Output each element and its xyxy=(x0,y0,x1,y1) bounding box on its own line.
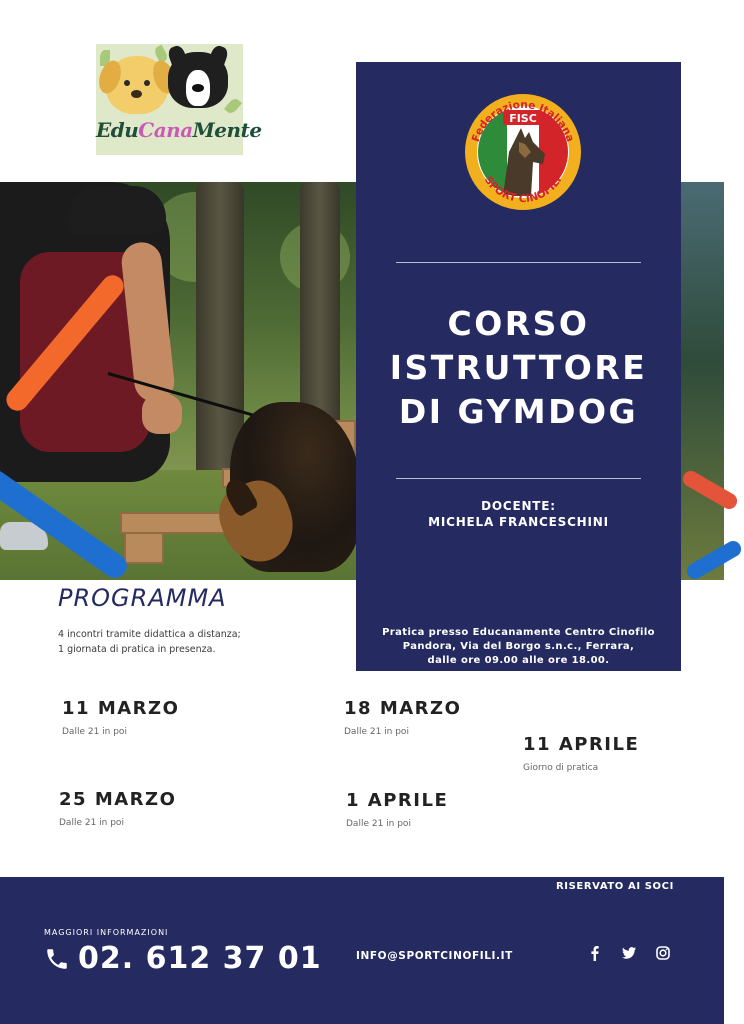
program-date-item xyxy=(59,789,176,828)
phone-number-text: 02. 612 37 01 xyxy=(78,941,322,976)
program-desc-line: 1 giornata di pratica in presenza. xyxy=(58,644,216,655)
practice-line: Pandora, Via del Borgo s.n.c., Ferrara, xyxy=(402,641,635,652)
date-label: 11 APRILE xyxy=(523,734,640,755)
course-title-line: CORSO xyxy=(447,304,590,343)
program-description xyxy=(58,627,241,657)
more-info-label: MAGGIORI INFORMAZIONI xyxy=(44,928,169,937)
badge-bottom-text: SPORT CINOFILI xyxy=(481,174,565,206)
fisc-badge xyxy=(463,92,583,212)
badge-top-text: Federazione Italiana xyxy=(469,98,577,144)
course-title xyxy=(356,302,681,434)
phone-number[interactable] xyxy=(44,941,322,976)
border-collie-illustration xyxy=(168,52,228,108)
divider xyxy=(396,262,641,263)
fisc-abbreviation: FISC xyxy=(509,112,537,125)
logo-wordmark: EduCanaMente xyxy=(96,118,262,142)
practice-location xyxy=(356,626,681,668)
course-info-panel xyxy=(356,62,681,671)
educanamente-logo xyxy=(96,44,262,155)
date-label: 18 MARZO xyxy=(344,698,462,719)
facebook-icon[interactable] xyxy=(586,944,604,962)
reserved-members-label: RISERVATO AI SOCI xyxy=(556,881,674,892)
date-label: 25 MARZO xyxy=(59,789,177,810)
program-desc-line: 4 incontri tramite didattica a distanza; xyxy=(58,629,241,640)
teacher-label: DOCENTE: xyxy=(481,499,556,513)
course-title-line: DI GYMDOG xyxy=(398,392,639,431)
phone-icon xyxy=(44,946,70,972)
practice-line: dalle ore 09.00 alle ore 18.00. xyxy=(427,655,610,666)
date-label: 1 APRILE xyxy=(346,790,449,811)
twitter-icon[interactable] xyxy=(620,944,638,962)
date-note: Dalle 21 in poi xyxy=(62,727,127,737)
teacher-info xyxy=(356,498,681,530)
leaf-decoration xyxy=(224,97,242,116)
program-date-item xyxy=(346,790,448,829)
golden-dog-illustration xyxy=(106,56,168,114)
teacher-name: MICHELA FRANCESCHINI xyxy=(428,515,609,529)
email-link[interactable]: INFO@SPORTCINOFILI.IT xyxy=(356,950,513,962)
instagram-icon[interactable] xyxy=(654,944,672,962)
date-note: Giorno di pratica xyxy=(523,763,599,773)
course-title-line: ISTRUTTORE xyxy=(389,348,648,387)
program-heading: PROGRAMMA xyxy=(58,584,227,612)
date-note: Dalle 21 in poi xyxy=(346,819,411,829)
divider xyxy=(396,478,641,479)
date-note: Dalle 21 in poi xyxy=(344,727,409,737)
date-label: 11 MARZO xyxy=(62,698,180,719)
program-date-item xyxy=(344,698,461,737)
practice-line: Pratica presso Educanamente Centro Cinofilo xyxy=(382,627,655,638)
date-note: Dalle 21 in poi xyxy=(59,818,124,828)
program-date-item xyxy=(523,734,639,773)
footer xyxy=(0,877,724,1024)
program-date-item xyxy=(62,698,179,737)
